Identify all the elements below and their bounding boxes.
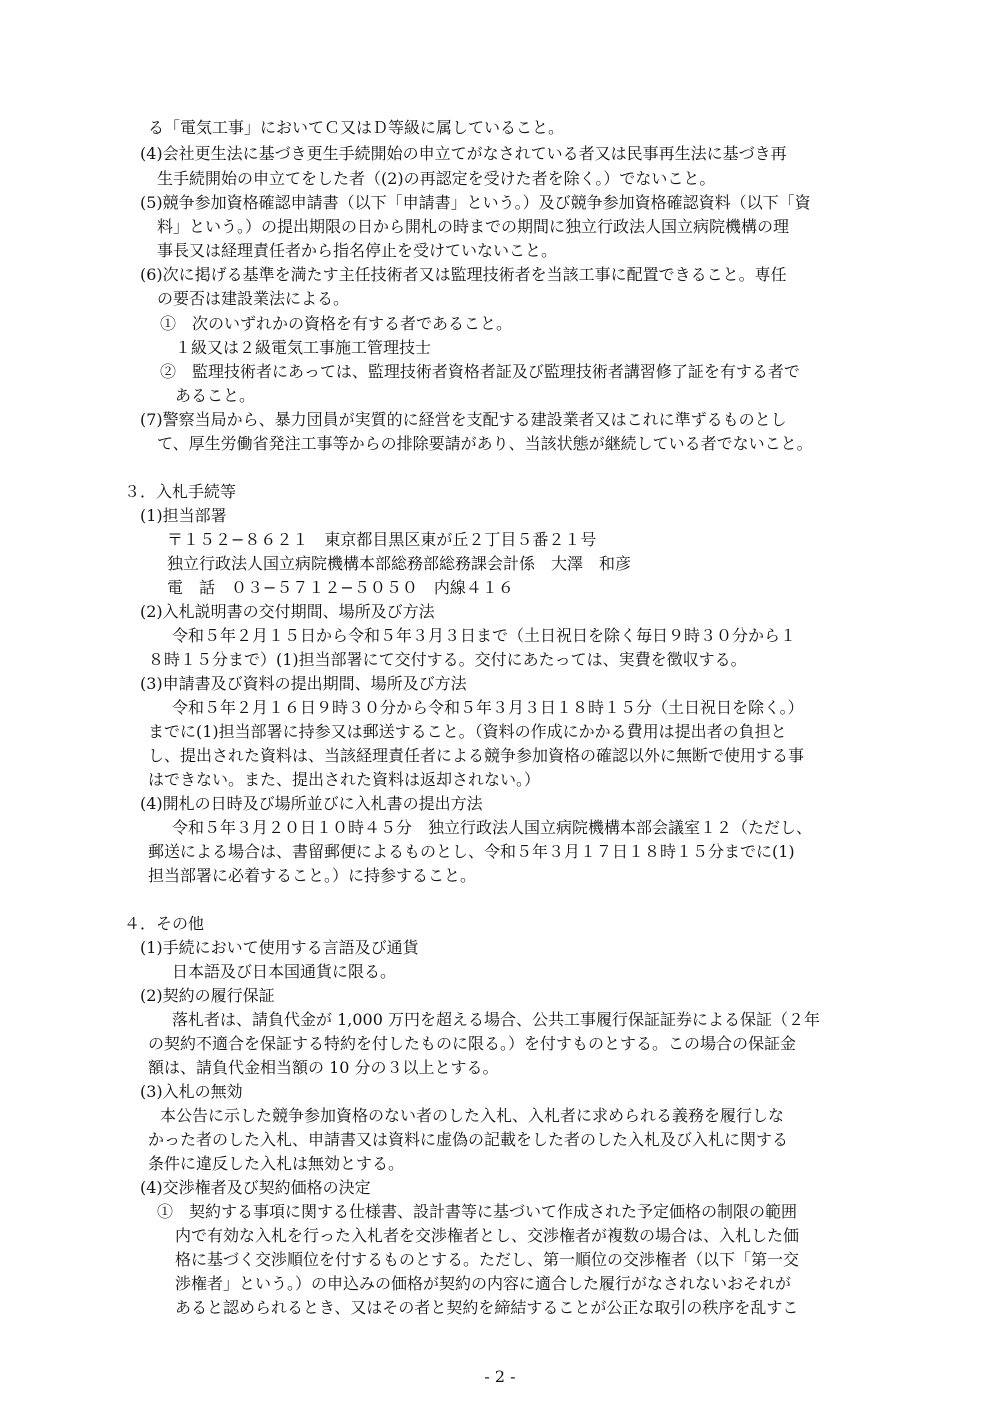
text-line: る「電気工事」においてＣ又はＤ等級に属していること。	[148, 118, 565, 137]
text-line: ① 次のいずれかの資格を有する者であること。	[160, 314, 513, 333]
text-line: (4)交渉権者及び契約価格の決定	[140, 1178, 371, 1197]
text-line: １級又は２級電気工事施工管理技士	[175, 338, 432, 357]
text-line: 生手続開始の申立てをした者（(2)の再認定を受けた者を除く。）でないこと。	[157, 169, 716, 188]
text-line: (7)警察当局から、暴力団員が実質的に経営を支配する建設業者又はこれに準ずるものとし	[140, 410, 787, 429]
text-line: し、提出された資料は、当該経理責任者による競争参加資格の確認以外に無断で使用する事	[148, 746, 805, 765]
text-line: 令和５年２月１５日から令和５年３月３日まで（土日祝日を除く毎日９時３０分から１	[172, 626, 797, 645]
text-line: (2)契約の履行保証	[140, 986, 275, 1005]
text-line: ① 契約する事項に関する仕様書、設計書等に基づいて作成された予定価格の制限の範囲	[157, 1202, 798, 1221]
text-line: 電 話 ０３−５７１２−５０５０ 内線４１６	[167, 578, 514, 597]
text-line: 担当部署に必着すること。）に持参すること。	[148, 866, 477, 885]
text-line: はできない。また、提出された資料は返却されない。）	[148, 770, 541, 789]
text-line: の契約不適合を保証する特約を付したものに限る。）を付すものとする。この場合の保証金	[148, 1034, 797, 1053]
text-line: あること。	[175, 386, 256, 405]
text-line: 日本語及び日本国通貨に限る。	[172, 962, 397, 981]
text-line: までに(1)担当部署に持参又は郵送すること。（資料の作成にかかる費用は提出者の負担と	[148, 722, 787, 741]
text-line: かった者のした入札、申請書又は資料に虚偽の記載をした者のした入札及び入札に関する	[148, 1130, 789, 1149]
text-line: (1)手続において使用する言語及び通貨	[140, 938, 419, 957]
text-line: て、厚生労働省発注工事等からの排除要請があり、当該状態が継続している者でないこと。	[157, 434, 813, 453]
text-line: (1)担当部署	[140, 506, 227, 525]
text-line: (5)競争参加資格確認申請書（以下「申請書」という。）及び競争参加資格確認資料（以下「資	[140, 193, 811, 212]
text-line: の要否は建設業法による。	[157, 289, 350, 308]
text-line: 令和５年３月２０日１０時４５分 独立行政法人国立病院機構本部会議室１２（ただし、	[172, 818, 813, 837]
text-line: ② 監理技術者にあっては、監理技術者資格者証及び監理技術者講習修了証を有する者で	[160, 362, 800, 381]
text-line: 落札者は、請負代金が 1,000 万円を超える場合、公共工事履行保証証券による保証（２年	[172, 1010, 820, 1029]
text-line: 独立行政法人国立病院機構本部総務部総務課会計係 大澤 和彦	[167, 554, 632, 573]
text-line: 条件に違反した入札は無効とする。	[148, 1154, 405, 1173]
text-line: ８時１５分まで）(1)担当部署にて交付する。交付にあたっては、実費を徴収する。	[148, 650, 747, 669]
text-line: 料」という。）の提出期限の日から開札の時までの期間に独立行政法人国立病院機構の理	[157, 217, 790, 236]
text-line: (3)入札の無効	[140, 1082, 243, 1101]
section-heading: ３．入札手続等	[124, 482, 237, 501]
text-line: (6)次に掲げる基準を満たす主任技術者又は監理技術者を当該工事に配置できること。専任	[140, 265, 787, 284]
text-line: 内で有効な入札を行った入札者を交渉権者とし、交渉権者が複数の場合は、入札した価	[175, 1226, 800, 1245]
text-line: 〒１５２−８６２１ 東京都目黒区東が丘２丁目５番２１号	[167, 530, 597, 549]
text-line: 渉権者」という。）の申込みの価格が契約の内容に適合した履行がなされないおそれが	[175, 1274, 792, 1293]
text-line: 本公告に示した競争参加資格のない者のした入札、入札者に求められる義務を履行しな	[160, 1106, 785, 1125]
text-line: (4)会社更生法に基づき更生手続開始の申立てがなされている者又は民事再生法に基づき再	[140, 144, 787, 163]
text-line: (4)開札の日時及び場所並びに入札書の提出方法	[140, 794, 483, 813]
text-line: 格に基づく交渉順位を付するものとする。ただし、第一順位の交渉権者（以下「第一交	[175, 1250, 800, 1269]
page-number: - 2 -	[484, 1367, 516, 1386]
text-line: 額は、請負代金相当額の 10 分の３以上とする。	[148, 1058, 499, 1077]
text-line: あると認められるとき、又はその者と契約を締結することが公正な取引の秩序を乱すこ	[175, 1298, 799, 1317]
text-line: (2)入札説明書の交付期間、場所及び方法	[140, 602, 435, 621]
text-line: 事長又は経理責任者から指名停止を受けていないこと。	[157, 241, 558, 260]
text-line: 郵送による場合は、書留郵便によるものとし、令和５年３月１７日１８時１５分までに(1)	[148, 842, 795, 861]
section-heading: ４．その他	[124, 914, 205, 933]
text-line: 令和５年２月１６日９時３０分から令和５年３月３日１８時１５分（土日祝日を除く。）	[172, 698, 804, 717]
text-line: (3)申請書及び資料の提出期間、場所及び方法	[140, 674, 467, 693]
